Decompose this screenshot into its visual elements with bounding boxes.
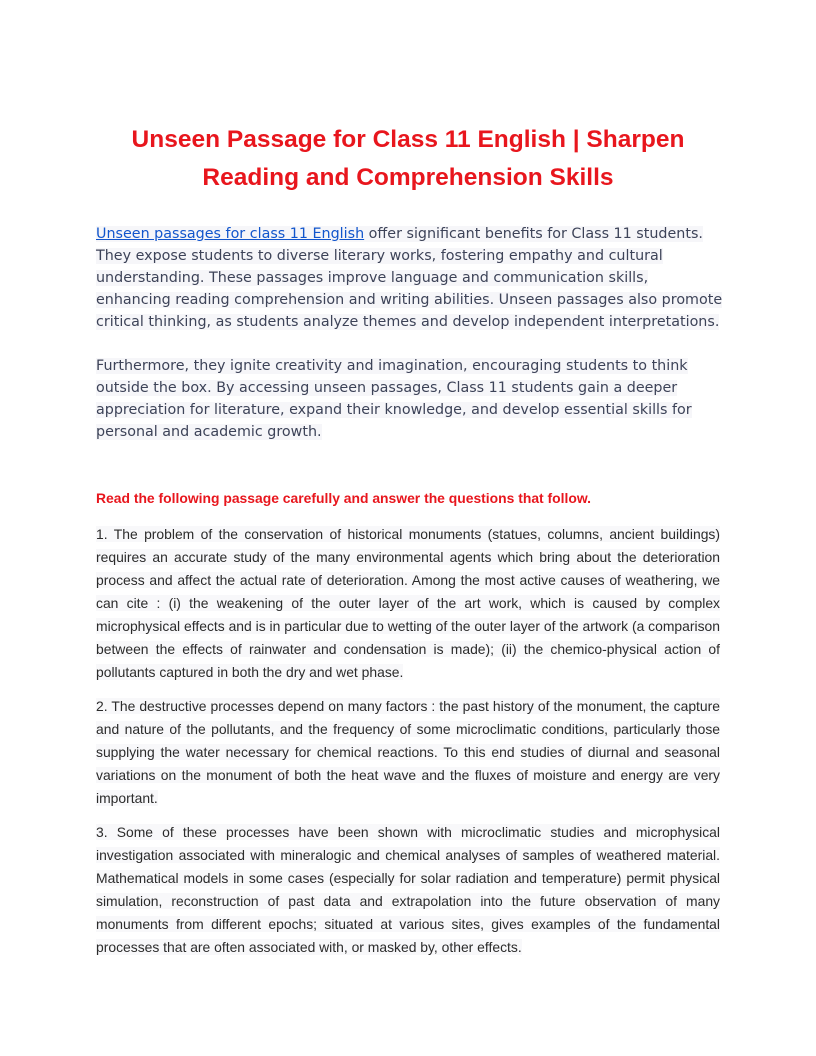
page-title: Unseen Passage for Class 11 English | Sharpen Reading and Comprehension Skills — [131, 126, 685, 191]
intro-paragraph-1-text: offer significant benefits for Class 11 students. They expose students to diverse literary works, fostering empathy and cultural understanding. These passages improve language and communication skills, enhancing reading comprehension and writing abilities. Unseen passages also promote critical thinking, as students analyze themes and develop independent interpretations. — [96, 226, 723, 330]
passage-paragraph-3 — [96, 821, 720, 959]
passage-paragraph-2 — [96, 695, 720, 810]
passage-paragraph-3-text: 3. Some of these processes have been shown with microclimatic studies and microphysical investigation associated with mineralogic and chemical analyses of samples of weathered material. Mathematical models in some cases (especially for solar radiation and temperature) permit physical simulation, reconstruction of past data and extrapolation into the future observation of many monuments from different epochs; situated at various sites, gives examples of the fundamental processes that are often associated with, or masked by, other effects. — [96, 824, 720, 955]
intro-paragraph-2-text: Furthermore, they ignite creativity and imagination, encouraging students to think outside the box. By accessing unseen passages, Class 11 students gain a deeper appreciation for literature, expand their knowledge, and develop essential skills for personal and academic growth. — [96, 358, 692, 440]
unseen-passages-link[interactable]: Unseen passages for class 11 English — [96, 226, 365, 242]
passage-paragraph-2-text: 2. The destructive processes depend on many factors : the past history of the monument, the capture and nature of the pollutants, and the frequency of some microclimatic conditions, particularly those supplying the water necessary for chemical reactions. To this end studies of diurnal and seasonal variations on the monument of both the heat wave and the fluxes of moisture and energy are very important. — [96, 698, 720, 806]
intro-paragraph-2 — [96, 355, 724, 443]
passage-paragraph-1 — [96, 523, 720, 684]
intro-paragraph-1 — [96, 223, 724, 333]
passage-paragraph-1-text: 1. The problem of the conservation of historical monuments (statues, columns, ancient buildings) requires an accurate study of the many environmental agents which bring about the deterioration process and affect the actual rate of deterioration. Among the most active causes of weathering, we can cite : (i) the weakening of the outer layer of the art work, which is caused by complex microphysical effects and is in particular due to wetting of the outer layer of the artwork (a comparison between the effects of rainwater and condensation is made); (ii) the chemico-physical action of pollutants captured in both the dry and wet phase. — [96, 526, 720, 680]
passage-instruction: Read the following passage carefully and answer the questions that follow. — [96, 490, 592, 506]
